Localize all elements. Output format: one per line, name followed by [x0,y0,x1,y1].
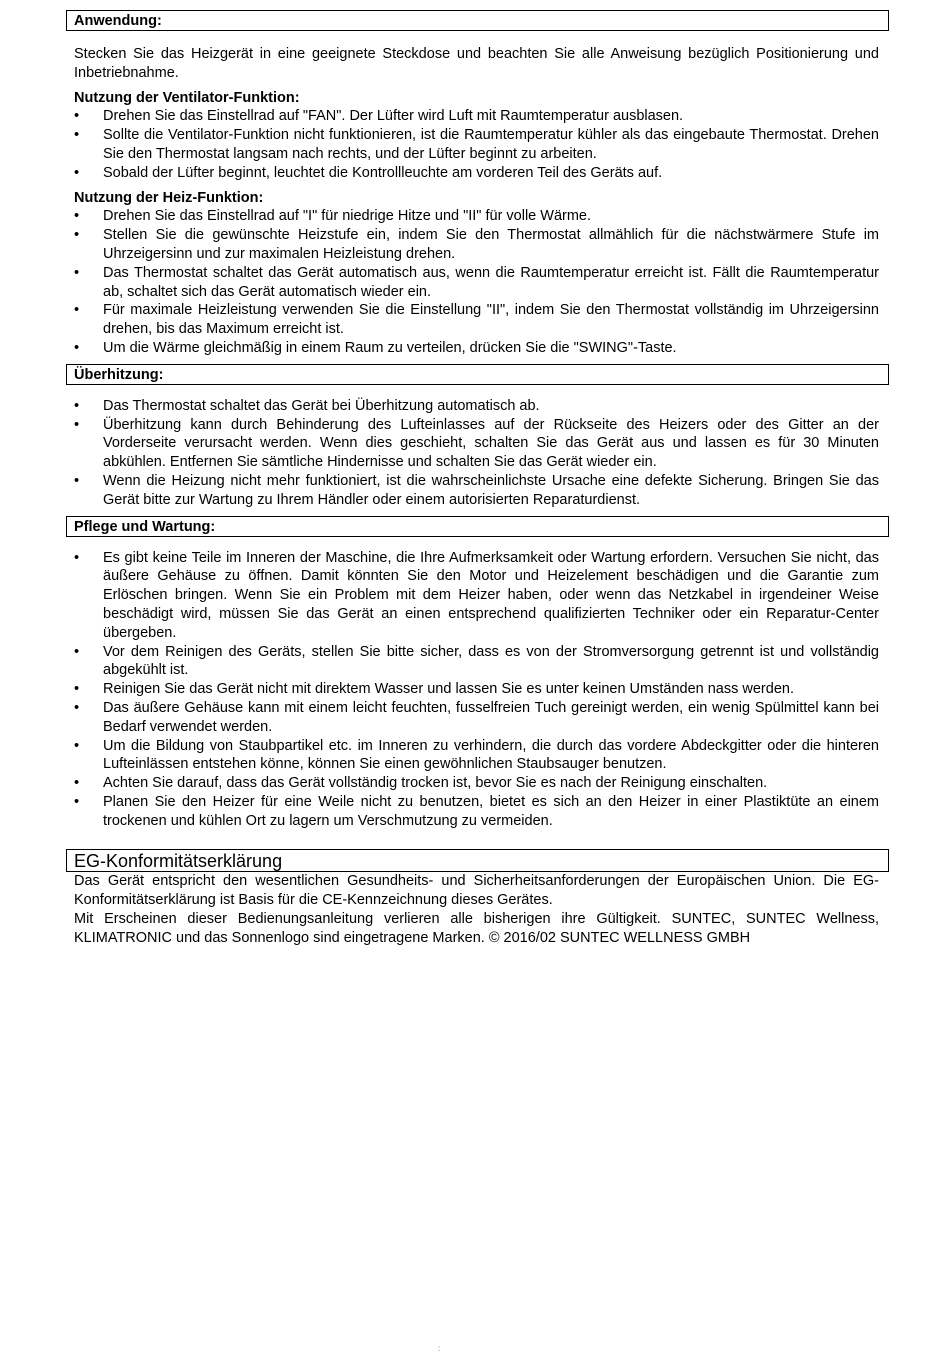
list-item: • Sobald der Lüfter beginnt, leuchtet die Kontrollleuchte am vorderen Teil des Geräts auf. [103,164,879,183]
heiz-heading: Nutzung der Heiz-Funktion: [74,189,264,206]
list-item: • Reinigen Sie das Gerät nicht mit direktem Wasser und lassen Sie es unter keinen Umständen nass werden. [103,680,879,699]
section-header-konformitaet: EG-Konformitätserklärung [66,849,889,872]
list-item: • Es gibt keine Teile im Inneren der Maschine, die Ihre Aufmerksamkeit oder Wartung erfordern. Versuchen Sie nicht, das äußere Gehäuse zu öffnen. Damit könnten Sie den Motor und Heizelement beschädigen und die Garantie zum Erlöschen bringen. Wenn Sie ein Problem mit dem Heizer haben, oder wenn das Netzkabel in irgendeiner Weise beschädigt wird, müssen Sie das Gerät an einen entsprechend qualifizierten Techniker oder ein Reparatur-Center übergeben. [103,549,879,643]
list-item: • Das äußere Gehäuse kann mit einem leicht feuchten, fusselfreien Tuch gereinigt werden, ein wenig Spülmittel kann bei Bedarf verwendet werden. [103,699,879,737]
list-item: • Drehen Sie das Einstellrad auf "I" für niedrige Hitze und "II" für volle Wärme. [103,207,879,226]
section-header-ueberhitzung: Überhitzung: [66,364,889,385]
heiz-list [66,207,889,357]
section-header-anwendung: Anwendung: [66,10,889,31]
section-header-pflege: Pflege und Wartung: [66,516,889,537]
list-item: • Achten Sie darauf, dass das Gerät vollständig trocken ist, bevor Sie es nach der Reinigung einschalten. [103,774,879,793]
page-footer-mark: : [438,1344,441,1353]
list-item: • Das Thermostat schaltet das Gerät automatisch aus, wenn die Raumtemperatur erreicht ist. Fällt die Raumtemperatur ab, schaltet sich das Gerät automatisch wieder ein. [103,264,879,302]
list-item: • Sollte die Ventilator-Funktion nicht funktionieren, ist die Raumtemperatur kühler als das eingebaute Thermostat. Drehen Sie den Thermostat langsam nach rechts, und der Lüfter beginnt zu arbeiten. [103,126,879,164]
anwendung-intro: Stecken Sie das Heizgerät in eine geeignete Steckdose und beachten Sie alle Anweisung bezüglich Positionierung und Inbetriebnahme. [74,46,879,81]
list-item: • Um die Bildung von Staubpartikel etc. im Inneren zu verhindern, die durch das vordere Abdeckgitter oder die hinteren Lufteinlässen entstehen könne, können Sie einen gewöhnlichen Staubsauger benutzen. [103,737,879,775]
list-item: • Für maximale Heizleistung verwenden Sie die Einstellung "II", indem Sie den Thermostat vollständig im Uhrzeigersinn drehen, bis das Maximum erreicht ist. [103,301,879,339]
list-item: • Um die Wärme gleichmäßig in einem Raum zu verteilen, drücken Sie die "SWING"-Taste. [103,339,879,358]
list-item: • Stellen Sie die gewünschte Heizstufe ein, indem Sie den Thermostat allmählich für die nächstwärmere Stufe im Uhrzeigersinn und zur maximalen Heizleistung drehen. [103,226,879,264]
ventilator-list [66,107,889,182]
konformitaet-paragraph-2: Mit Erscheinen dieser Bedienungsanleitung verlieren alle bisherigen ihre Gültigkeit. SUNTEC, SUNTEC Wellness, KLIMATRONIC und das Sonnenlogo sind eingetragene Marken. © 2016/02 SUNTEC WELLNESS GMBH [74,911,879,946]
list-item: • Das Thermostat schaltet das Gerät bei Überhitzung automatisch ab. [103,397,879,416]
list-item: • Planen Sie den Heizer für eine Weile nicht zu benutzen, bietet es sich an den Heizer in einer Plastiktüte an einem trockenen und kühlen Ort zu lagern um Verschmutzung zu vermeiden. [103,793,879,831]
list-item: • Überhitzung kann durch Behinderung des Lufteinlasses auf der Rückseite des Heizers oder des Gitter an der Vorderseite verursacht werden. Wenn dies geschieht, schalten Sie das Gerät aus und lassen es für 30 Minuten abkühlen. Entfernen Sie sämtliche Hindernisse und schalten Sie das Gerät wieder ein. [103,416,879,472]
manual-page [66,10,889,948]
ueberhitzung-list [66,397,889,510]
list-item: • Drehen Sie das Einstellrad auf "FAN". Der Lüfter wird Luft mit Raumtemperatur ausblasen. [103,107,879,126]
pflege-list [66,549,889,831]
list-item: • Vor dem Reinigen des Geräts, stellen Sie bitte sicher, dass es von der Stromversorgung getrennt ist und vollständig abgekühlt ist. [103,643,879,681]
ventilator-heading: Nutzung der Ventilator-Funktion: [74,89,300,106]
konformitaet-paragraph-1: Das Gerät entspricht den wesentlichen Gesundheits- und Sicherheitsanforderungen der Europäischen Union. Die EG-Konformitätserklärung ist Basis für die CE-Kennzeichnung dieses Gerätes. [74,873,879,909]
list-item: • Wenn die Heizung nicht mehr funktioniert, ist die wahrscheinlichste Ursache eine defekte Sicherung. Bringen Sie das Gerät bitte zur Wartung zu Ihrem Händler oder einem autorisierten Reparaturdienst. [103,472,879,510]
